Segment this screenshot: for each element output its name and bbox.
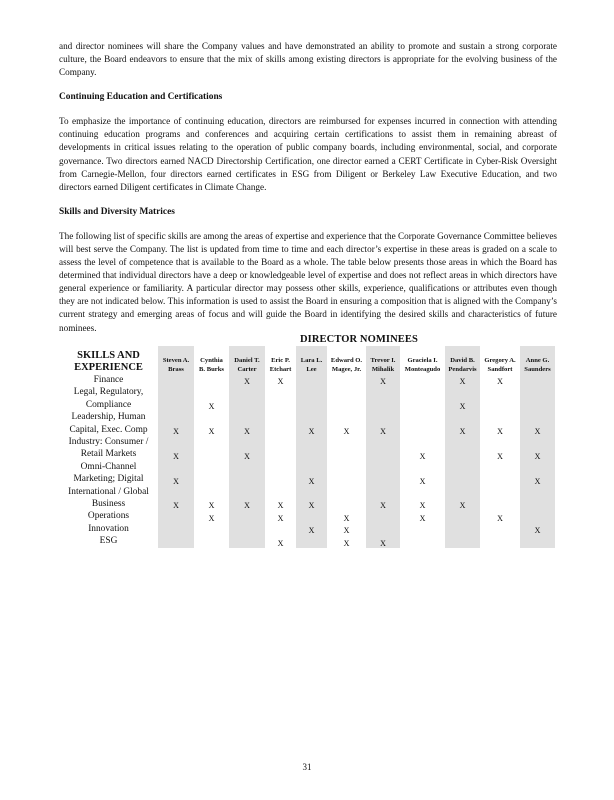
skill-mark-cell <box>366 523 400 535</box>
skill-mark-cell: X <box>520 411 555 436</box>
skill-mark-cell: X <box>419 476 426 486</box>
skill-mark-cell: X <box>229 436 265 461</box>
skill-mark-cell <box>265 523 296 535</box>
skill-label <box>59 535 158 547</box>
director-name-line1: Lara L. <box>300 357 323 365</box>
skill-mark-cell: X <box>497 513 503 523</box>
skill-mark-cell: X <box>158 436 194 461</box>
skill-mark-cell <box>296 436 327 461</box>
skill-mark-cell: X <box>296 523 327 535</box>
skill-mark-cell <box>229 510 265 522</box>
skill-mark-cell: X <box>208 513 215 523</box>
skill-mark-cell <box>480 523 520 535</box>
table-row <box>59 411 555 436</box>
director-header <box>366 346 400 374</box>
skill-label <box>59 386 158 411</box>
director-nominees-title: DIRECTOR NOMINEES <box>300 334 418 345</box>
table-row <box>59 510 555 522</box>
director-name-line1: Gregory A. <box>484 357 516 365</box>
skill-mark-cell <box>400 386 445 411</box>
skill-mark-cell: X <box>445 411 480 436</box>
skill-label-line2: Compliance <box>85 399 132 410</box>
director-name-line2: Brass <box>168 365 184 373</box>
skill-mark-cell <box>229 386 265 411</box>
director-header <box>445 346 480 374</box>
skill-mark-cell: X <box>497 427 503 437</box>
skill-mark-cell <box>194 535 229 547</box>
skill-mark-cell: X <box>445 486 480 511</box>
skill-mark-cell <box>158 374 194 386</box>
skill-mark-cell: X <box>419 451 426 461</box>
skill-mark-cell: X <box>229 411 265 436</box>
skill-label-line2: Marketing; Digital <box>73 474 144 485</box>
skill-mark-cell <box>445 510 480 522</box>
intro-paragraph: and director nominees will share the Company values and have demonstrated an ability to promote and sustain a strong corporate culture, the Board endeavors to ensure that the mix of skills among existing directors is appropriate for the evolving business of the Company. <box>59 41 557 78</box>
skill-label-line1: Innovation <box>88 523 129 534</box>
skill-mark-cell <box>480 486 520 511</box>
skill-mark-cell <box>520 535 555 547</box>
director-name-line1: Graciela I. <box>407 357 438 365</box>
skill-mark-cell <box>194 374 229 386</box>
skill-mark-cell <box>327 374 366 386</box>
skills-experience-header <box>59 346 158 374</box>
skill-mark-cell: X <box>277 513 284 523</box>
skill-mark-cell <box>327 461 366 486</box>
skill-mark-cell <box>229 535 265 547</box>
director-name-line1: Anne G. <box>525 357 550 365</box>
director-name-line2: B. Burks <box>199 365 224 373</box>
director-header <box>327 346 366 374</box>
skill-mark-cell: X <box>366 374 400 386</box>
table-row <box>59 374 555 386</box>
skill-mark-cell <box>194 523 229 535</box>
skill-label-line2: Retail Markets <box>80 449 137 460</box>
skills-header-line1: SKILLS AND <box>77 350 140 361</box>
director-name-line1: Trevor I. <box>370 357 396 365</box>
skill-mark-cell: X <box>445 386 480 411</box>
skill-label-line1: Legal, Regulatory, <box>73 387 144 398</box>
skills-header-line2: EXPERIENCE <box>74 362 143 373</box>
skill-label <box>59 374 158 386</box>
skill-mark-cell: X <box>366 486 400 511</box>
skill-mark-cell <box>327 386 366 411</box>
skill-mark-cell <box>158 386 194 411</box>
skill-mark-cell <box>296 510 327 522</box>
director-name-line1: David B. <box>450 357 475 365</box>
director-name-line2: Mihalik <box>371 365 395 373</box>
skill-mark-cell: X <box>208 501 215 511</box>
table-row <box>59 461 555 486</box>
skill-mark-cell <box>366 436 400 461</box>
skill-mark-cell <box>265 461 296 486</box>
skill-mark-cell: X <box>229 374 265 386</box>
skill-mark-cell: X <box>277 538 284 548</box>
table-row <box>59 523 555 535</box>
skill-mark-cell: X <box>343 513 350 523</box>
skill-mark-cell <box>194 461 229 486</box>
skill-mark-cell: X <box>366 535 400 547</box>
director-name-line2: Pendarvis <box>448 365 477 373</box>
skill-mark-cell <box>400 374 445 386</box>
skill-mark-cell: X <box>277 377 284 387</box>
director-name-line1: Eric P. <box>271 357 290 365</box>
skills-diversity-heading: Skills and Diversity Matrices <box>59 206 175 217</box>
skill-mark-cell <box>229 523 265 535</box>
skill-mark-cell: X <box>497 377 503 387</box>
skill-mark-cell: X <box>158 461 194 486</box>
table-row <box>59 436 555 461</box>
skill-mark-cell: X <box>497 451 503 461</box>
skill-mark-cell: X <box>296 461 327 486</box>
table-row <box>59 486 555 511</box>
skill-mark-cell <box>480 535 520 547</box>
skill-label-line1: Leadership, Human <box>71 412 146 423</box>
skill-mark-cell <box>296 374 327 386</box>
skill-label-line1: Industry: Consumer / <box>68 437 149 448</box>
skill-mark-cell: X <box>520 523 555 535</box>
skill-mark-cell <box>520 486 555 511</box>
director-name-line1: Steven A. <box>162 357 190 365</box>
skill-mark-cell <box>520 386 555 411</box>
skill-label-line1: International / Global <box>68 486 149 497</box>
matrix-header-row <box>59 346 555 374</box>
skill-mark-cell: X <box>366 411 400 436</box>
skill-mark-cell <box>400 535 445 547</box>
skill-label-line1: Omni-Channel <box>80 461 137 472</box>
director-header <box>480 346 520 374</box>
skill-mark-cell <box>520 510 555 522</box>
skill-mark-cell <box>158 535 194 547</box>
skill-mark-cell: X <box>343 427 350 437</box>
skill-label-line2: Capital, Exec. Comp <box>69 424 148 435</box>
skill-mark-cell <box>327 436 366 461</box>
director-name-line2: Carter <box>237 365 257 373</box>
director-header <box>520 346 555 374</box>
page-number: 31 <box>302 762 312 772</box>
skill-mark-cell: X <box>158 411 194 436</box>
director-name-line2: Etchart <box>269 365 292 373</box>
director-name-line2: Lee <box>306 365 317 373</box>
skill-label-line2: Business <box>91 499 126 510</box>
skill-mark-cell: X <box>296 486 327 511</box>
skills-matrix-table <box>59 346 555 548</box>
skill-mark-cell: X <box>343 538 350 548</box>
skill-mark-cell <box>265 436 296 461</box>
director-header <box>158 346 194 374</box>
director-name-line2: Saunders <box>524 365 551 373</box>
skill-mark-cell <box>445 523 480 535</box>
skill-mark-cell <box>194 436 229 461</box>
skill-mark-cell: X <box>208 402 215 412</box>
skill-mark-cell <box>296 386 327 411</box>
director-name-line2: Magee, Jr. <box>331 365 362 373</box>
skill-mark-cell <box>366 461 400 486</box>
skill-mark-cell <box>265 411 296 436</box>
director-header <box>296 346 327 374</box>
matrix-body <box>59 374 555 548</box>
director-header <box>400 346 445 374</box>
skill-mark-cell <box>445 461 480 486</box>
skill-mark-cell <box>366 510 400 522</box>
skill-mark-cell: X <box>229 486 265 511</box>
skill-label-line1: Operations <box>87 511 130 522</box>
director-header <box>229 346 265 374</box>
skill-label <box>59 411 158 436</box>
skill-label <box>59 461 158 486</box>
director-header <box>194 346 229 374</box>
skill-label-line1: ESG <box>99 536 118 547</box>
director-name-line2: Sandfort <box>487 365 513 373</box>
skill-mark-cell <box>229 461 265 486</box>
skill-mark-cell: X <box>419 501 426 511</box>
skill-label <box>59 510 158 522</box>
continuing-education-heading: Continuing Education and Certifications <box>59 92 223 103</box>
skill-mark-cell: X <box>277 501 284 511</box>
skill-mark-cell <box>400 411 445 436</box>
skill-mark-cell <box>158 510 194 522</box>
skill-mark-cell: X <box>520 436 555 461</box>
skill-mark-cell <box>327 486 366 511</box>
director-name-line1: Daniel T. <box>234 357 260 365</box>
skill-mark-cell <box>480 461 520 486</box>
skill-label-line1: Finance <box>93 375 124 385</box>
skill-mark-cell: X <box>343 526 350 536</box>
skill-mark-cell: X <box>296 411 327 436</box>
director-header <box>265 346 296 374</box>
continuing-education-paragraph: To emphasize the importance of continuing education, directors are reimbursed for expenses incurred in connection with attending continuing education programs and conferences and acquiring certain certifications to assist them in remaining abreast of developments in critical issues relating to the operation of public company boards, including environmental, social, and corporate governance. Two directors earned NACD Directorship Certification, one director earned a CERT Certificate in Cyber-Risk Oversight from Carnegie-Mellon, four directors earned certificates in ESG from Diligent or Berkeley Law Executive Education, and two directors earned Diligent certificates in Climate Change. <box>59 116 557 192</box>
director-name-line1: Cynthia <box>200 357 223 365</box>
director-name-line2: Monteagudo <box>404 365 441 373</box>
page-content <box>59 40 557 335</box>
skill-mark-cell: X <box>445 374 480 386</box>
skill-mark-cell: X <box>419 513 426 523</box>
skill-mark-cell: X <box>158 486 194 511</box>
skill-mark-cell <box>265 386 296 411</box>
skill-mark-cell <box>445 436 480 461</box>
skills-diversity-paragraph: The following list of specific skills are among the areas of expertise and experience that the Corporate Governance Committee believes will best serve the Company. The list is updated from time to time and each director’s expertise in these areas is graded on a scale to assess the level of competence that is available to the Board as a whole. The table below presents those areas in which the Board has determined that individual directors have a deep or knowledgeable level of expertise and does not reflect areas in which directors have general experience or familiarity. A particular director may possess other skills, experience, qualifications or attributes even though they are not indicated below. This information is used to assist the Board in ensuring a composition that is aligned with the Company’s current strategy and emerging areas of focus and will guide the Board in identifying the desired skills and characteristics of future nominees. <box>59 230 557 333</box>
skill-mark-cell <box>480 386 520 411</box>
table-row <box>59 386 555 411</box>
table-row <box>59 535 555 547</box>
skill-mark-cell <box>400 523 445 535</box>
skill-label <box>59 436 158 461</box>
skill-mark-cell <box>296 535 327 547</box>
skill-label <box>59 486 158 511</box>
skill-mark-cell: X <box>208 427 215 437</box>
skill-mark-cell <box>445 535 480 547</box>
skill-label <box>59 523 158 535</box>
skill-mark-cell <box>158 523 194 535</box>
skill-mark-cell <box>366 386 400 411</box>
skill-mark-cell: X <box>520 461 555 486</box>
director-name-line1: Edward O. <box>330 357 363 365</box>
skill-mark-cell <box>520 374 555 386</box>
